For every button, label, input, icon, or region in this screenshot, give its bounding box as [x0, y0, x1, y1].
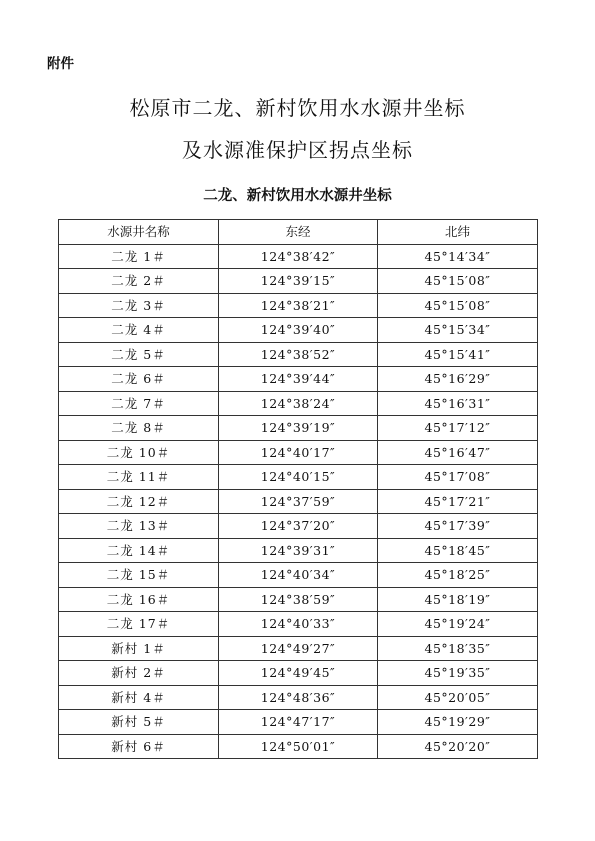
longitude-cell: 124°40′15″ — [219, 465, 378, 490]
latitude-cell: 45°16′29″ — [378, 367, 538, 392]
latitude-cell: 45°19′24″ — [378, 612, 538, 637]
latitude-cell: 45°17′21″ — [378, 489, 538, 514]
table-row — [59, 710, 538, 735]
table-row — [59, 440, 538, 465]
longitude-cell: 124°38′52″ — [219, 342, 378, 367]
table-row — [59, 514, 538, 539]
header-latitude: 北纬 — [378, 220, 538, 245]
table-row — [59, 685, 538, 710]
document-title-line-1: 松原市二龙、新村饮用水水源井坐标 — [129, 96, 466, 120]
latitude-cell: 45°15′34″ — [378, 318, 538, 343]
header-longitude: 东经 — [219, 220, 378, 245]
table-row — [59, 244, 538, 269]
latitude-cell: 45°20′05″ — [378, 685, 538, 710]
table-header-row — [59, 220, 538, 245]
table-row — [59, 636, 538, 661]
table-row — [59, 318, 538, 343]
longitude-cell: 124°40′34″ — [219, 563, 378, 588]
latitude-cell: 45°15′08″ — [378, 293, 538, 318]
well-name-cell: 二龙 11＃ — [59, 465, 219, 490]
longitude-cell: 124°48′36″ — [219, 685, 378, 710]
longitude-cell: 124°49′27″ — [219, 636, 378, 661]
table-row — [59, 293, 538, 318]
latitude-cell: 45°18′25″ — [378, 563, 538, 588]
well-name-cell: 二龙 6＃ — [59, 367, 219, 392]
latitude-cell: 45°19′29″ — [378, 710, 538, 735]
latitude-cell: 45°18′45″ — [378, 538, 538, 563]
well-name-cell: 二龙 15＃ — [59, 563, 219, 588]
latitude-cell: 45°20′20″ — [378, 734, 538, 759]
longitude-cell: 124°49′45″ — [219, 661, 378, 686]
table-row — [59, 489, 538, 514]
attachment-label: 附件 — [47, 56, 74, 72]
longitude-cell: 124°39′40″ — [219, 318, 378, 343]
latitude-cell: 45°18′35″ — [378, 636, 538, 661]
header-well-name: 水源井名称 — [59, 220, 219, 245]
well-name-cell: 新村 4＃ — [59, 685, 219, 710]
latitude-cell: 45°17′12″ — [378, 416, 538, 441]
well-name-cell: 二龙 13＃ — [59, 514, 219, 539]
longitude-cell: 124°38′24″ — [219, 391, 378, 416]
longitude-cell: 124°50′01″ — [219, 734, 378, 759]
table-row — [59, 563, 538, 588]
table-row — [59, 661, 538, 686]
well-name-cell: 二龙 2＃ — [59, 269, 219, 294]
document-title-line-2: 及水源准保护区拐点坐标 — [182, 138, 413, 162]
table-row — [59, 734, 538, 759]
longitude-cell: 124°39′31″ — [219, 538, 378, 563]
latitude-cell: 45°16′31″ — [378, 391, 538, 416]
table-row — [59, 269, 538, 294]
well-name-cell: 二龙 12＃ — [59, 489, 219, 514]
latitude-cell: 45°17′39″ — [378, 514, 538, 539]
table-row — [59, 587, 538, 612]
well-name-cell: 二龙 14＃ — [59, 538, 219, 563]
well-name-cell: 二龙 10＃ — [59, 440, 219, 465]
well-name-cell: 二龙 3＃ — [59, 293, 219, 318]
table-row — [59, 612, 538, 637]
table-row — [59, 391, 538, 416]
well-name-cell: 新村 6＃ — [59, 734, 219, 759]
table-row — [59, 416, 538, 441]
well-name-cell: 二龙 5＃ — [59, 342, 219, 367]
table-row — [59, 465, 538, 490]
longitude-cell: 124°40′17″ — [219, 440, 378, 465]
latitude-cell: 45°18′19″ — [378, 587, 538, 612]
latitude-cell: 45°19′35″ — [378, 661, 538, 686]
well-coordinates-table — [58, 219, 538, 759]
longitude-cell: 124°37′20″ — [219, 514, 378, 539]
well-name-cell: 二龙 7＃ — [59, 391, 219, 416]
latitude-cell: 45°15′41″ — [378, 342, 538, 367]
longitude-cell: 124°40′33″ — [219, 612, 378, 637]
well-name-cell: 二龙 1＃ — [59, 244, 219, 269]
well-name-cell: 二龙 8＃ — [59, 416, 219, 441]
latitude-cell: 45°14′34″ — [378, 244, 538, 269]
well-name-cell: 新村 5＃ — [59, 710, 219, 735]
table-body — [59, 244, 538, 759]
longitude-cell: 124°39′15″ — [219, 269, 378, 294]
table-row — [59, 342, 538, 367]
well-name-cell: 新村 1＃ — [59, 636, 219, 661]
well-name-cell: 二龙 16＃ — [59, 587, 219, 612]
well-name-cell: 二龙 4＃ — [59, 318, 219, 343]
longitude-cell: 124°38′21″ — [219, 293, 378, 318]
longitude-cell: 124°38′42″ — [219, 244, 378, 269]
latitude-cell: 45°15′08″ — [378, 269, 538, 294]
longitude-cell: 124°37′59″ — [219, 489, 378, 514]
longitude-cell: 124°38′59″ — [219, 587, 378, 612]
longitude-cell: 124°47′17″ — [219, 710, 378, 735]
table-row — [59, 367, 538, 392]
table-title: 二龙、新村饮用水水源井坐标 — [203, 188, 392, 204]
longitude-cell: 124°39′19″ — [219, 416, 378, 441]
latitude-cell: 45°16′47″ — [378, 440, 538, 465]
table-row — [59, 538, 538, 563]
latitude-cell: 45°17′08″ — [378, 465, 538, 490]
well-name-cell: 新村 2＃ — [59, 661, 219, 686]
longitude-cell: 124°39′44″ — [219, 367, 378, 392]
well-name-cell: 二龙 17＃ — [59, 612, 219, 637]
